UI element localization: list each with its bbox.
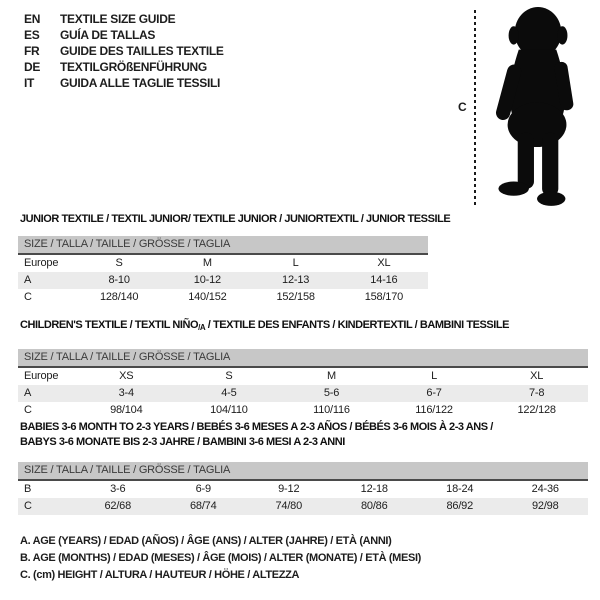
table-row — [18, 385, 588, 402]
table-cell: 3-6 — [110, 483, 126, 495]
table-cell: 62/68 — [104, 500, 132, 512]
language-row — [24, 75, 224, 91]
table-cell: 6-9 — [195, 483, 211, 495]
row-label: C — [24, 500, 32, 512]
child-height-figure — [450, 4, 598, 216]
size-header-bar: SIZE / TALLA / TAILLE / GRÖSSE / TAGLIA — [18, 236, 428, 255]
table-cell: 80/86 — [360, 500, 388, 512]
size-header-bar: SIZE / TALLA / TAILLE / GRÖSSE / TAGLIA — [18, 349, 588, 368]
title-line-1: BABIES 3-6 MONTH TO 2-3 YEARS / BEBÉS 3-6 MESES A 2-3 AÑOS / BÉBÉS 3-6 MOIS À 2-3 ANS / — [20, 421, 493, 433]
language-title-list — [24, 11, 224, 91]
table-cell: XL — [530, 370, 544, 382]
toddler-silhouette-icon — [480, 5, 592, 213]
section-title — [20, 318, 588, 335]
table-cell: 24-36 — [531, 483, 559, 495]
row-label: Europe — [24, 370, 59, 382]
footnote-legend — [20, 533, 421, 584]
footnote-c: C. (cm) HEIGHT / ALTURA / HAUTEUR / HÖHE / ALTEZZA — [20, 569, 300, 581]
table-cell: 18-24 — [446, 483, 474, 495]
row-label: A — [24, 274, 32, 286]
table-cell: 98/104 — [110, 404, 143, 416]
title-text: / TEXTILE DES ENFANTS / KINDERTEXTIL / BAMBINI TESSILE — [205, 319, 510, 331]
table-cell: L — [431, 370, 438, 382]
language-row — [24, 43, 224, 59]
table-cell: 5-6 — [323, 387, 340, 399]
guide-title: GUÍA DE TALLAS — [60, 28, 156, 42]
height-measure-line — [474, 10, 476, 208]
title-line-2: BABYS 3-6 MONATE BIS 2-3 JAHRE / BAMBINI 3-6 MESI A 2-3 ANNI — [20, 436, 345, 448]
row-label: B — [24, 483, 32, 495]
language-row — [24, 59, 224, 75]
language-row — [24, 11, 224, 27]
language-code: DE — [24, 60, 41, 74]
table-cell: 6-7 — [426, 387, 442, 399]
table-cell: M — [327, 370, 336, 382]
language-row — [24, 27, 224, 43]
table-cell: 110/116 — [313, 404, 350, 416]
table-row — [18, 272, 428, 289]
section-junior-textile — [18, 212, 451, 306]
table-cell: 122/128 — [517, 404, 556, 416]
table-cell: 116/122 — [415, 404, 453, 416]
table-row — [18, 255, 428, 272]
table-cell: 152/158 — [276, 291, 315, 303]
guide-title: GUIDA ALLE TAGLIE TESSILI — [60, 76, 221, 90]
language-code: FR — [24, 44, 40, 58]
table-row — [18, 402, 588, 419]
row-label: Europe — [24, 257, 59, 269]
size-header-bar: SIZE / TALLA / TAILLE / GRÖSSE / TAGLIA — [18, 462, 588, 481]
table-cell: 7-8 — [529, 387, 545, 399]
section-title — [20, 420, 588, 450]
section-title: JUNIOR TEXTILE / TEXTIL JUNIOR/ TEXTILE JUNIOR / JUNIORTEXTIL / JUNIOR TESSILE — [20, 213, 451, 225]
table-cell: 12-18 — [360, 483, 388, 495]
table-cell: 158/170 — [364, 291, 404, 303]
table-cell: 12-13 — [282, 274, 310, 286]
table-cell: L — [292, 257, 299, 269]
table-cell: XL — [377, 257, 391, 269]
table-cell: 86/92 — [446, 500, 474, 512]
table-cell: 9-12 — [278, 483, 300, 495]
table-cell: S — [225, 370, 233, 382]
height-measure-label: C — [458, 100, 467, 114]
table-cell: 104/110 — [210, 404, 248, 416]
language-code: EN — [24, 12, 41, 26]
table-cell: 14-16 — [370, 274, 398, 286]
table-cell: 128/140 — [99, 291, 139, 303]
table-row — [18, 289, 428, 306]
footnote-b: B. AGE (MONTHS) / EDAD (MESES) / ÂGE (MOIS) / ALTER (MONATE) / ETÀ (MESI) — [20, 552, 421, 564]
table-cell: 68/74 — [189, 500, 217, 512]
table-cell: 8-10 — [108, 274, 130, 286]
section-babies-textile — [18, 420, 588, 515]
row-label: A — [24, 387, 32, 399]
language-code: IT — [24, 76, 35, 90]
table-cell: 140/152 — [188, 291, 227, 303]
table-cell: S — [115, 257, 123, 269]
row-label: C — [24, 404, 32, 416]
table-cell: 3-4 — [118, 387, 134, 399]
guide-title: TEXTILE SIZE GUIDE — [60, 12, 176, 26]
title-text: CHILDREN'S TEXTILE / TEXTIL NIÑO — [20, 319, 199, 331]
section-childrens-textile — [18, 318, 588, 419]
row-label: C — [24, 291, 32, 303]
table-row — [18, 368, 588, 385]
table-cell: 4-5 — [221, 387, 237, 399]
table-row — [18, 481, 588, 498]
guide-title: GUIDE DES TAILLES TEXTILE — [60, 44, 224, 58]
table-cell: 74/80 — [275, 500, 303, 512]
table-row — [18, 498, 588, 515]
title-subscript: /A — [198, 323, 206, 332]
footnote-a: A. AGE (YEARS) / EDAD (AÑOS) / ÂGE (ANS) / ALTER (JAHRE) / ETÀ (ANNI) — [20, 535, 392, 547]
table-cell: XS — [119, 370, 134, 382]
table-cell: 92/98 — [531, 500, 559, 512]
table-cell: 10-12 — [193, 274, 221, 286]
language-code: ES — [24, 28, 40, 42]
table-cell: M — [202, 257, 212, 269]
guide-title: TEXTILGRÖßENFÜHRUNG — [60, 60, 207, 74]
